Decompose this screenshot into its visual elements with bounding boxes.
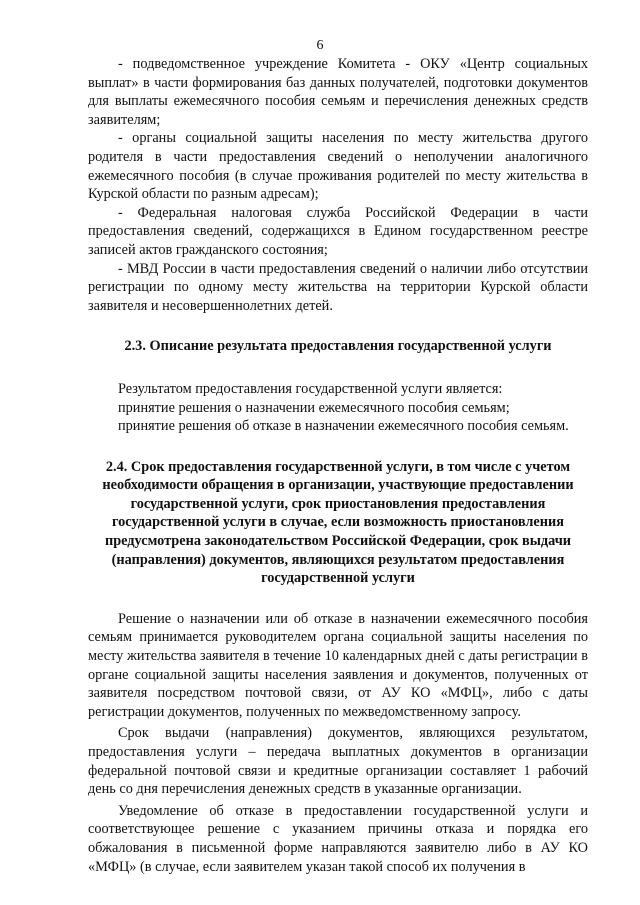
paragraph-result-refusal: принятие решения об отказе в назначении ежемесячного пособия семьям.	[118, 418, 569, 435]
spacer	[88, 588, 588, 610]
paragraph-social-protection: - органы социальной защиты населения по месту жительства другого родителя в части предоставления сведений о неполучении аналогичного ежемесячного пособия (в случае проживания родителей по месту жительства в Курской области по разным адресам);	[88, 130, 588, 203]
paragraph-result-intro: Результатом предоставления государственной услуги является:	[118, 380, 503, 397]
section-heading-2-4: 2.4. Срок предоставления государственной услуги, в том числе с учетом необходимости обращения в организации, участвующие предоставлении государственной услуги, срок приостановления предоставления государственной услуги в случае, если возможность приостановления предусмотрена законодательством Российской Федерации, срок выдачи (направления) документов, являющихся результатом предоставления государственной услуги	[102, 458, 574, 587]
page-number: 6	[316, 38, 324, 53]
spacer	[88, 315, 588, 337]
paragraph-tax-service: - Федеральная налоговая служба Российской Федерации в части предоставления сведений, содержащихся в Едином государственном реестре записей актов гражданского состояния;	[88, 204, 588, 258]
document-body	[88, 55, 588, 876]
section-heading-2-3: 2.3. Описание результата предоставления государственной услуги	[124, 338, 552, 355]
paragraph-result-grant: принятие решения о назначении ежемесячного пособия семьям;	[118, 399, 510, 416]
paragraph-refusal-notice: Уведомление об отказе в предоставлении государственной услуги и соответствующее решение с указанием причины отказа и порядка его обжалования в письменной форме направляются заявителю либо в АУ КО «МФЦ» (в случае, если заявителем указан такой способ их получения в	[88, 802, 588, 875]
paragraph-decision-term: Решение о назначении или об отказе в назначении ежемесячного пособия семьям принимается руководителем органа социальной защиты населения по месту жительства заявителя в течение 10 календарных дней с даты регистрации в органе социальной защиты населения заявления и документов, полученных от заявителя посредством почтовой связи, от АУ КО «МФЦ», либо с даты регистрации документов, полученных по межведомственному запросу.	[88, 610, 588, 720]
paragraph-ocu-center: - подведомственное учреждение Комитета - ОКУ «Центр социальных выплат» в части формирования баз данных получателей, подготовки документов для выплаты ежемесячного пособия семьям и перечисления денежных средств заявителям;	[88, 56, 588, 128]
paragraph-mvd: - МВД России в части предоставления сведений о наличии либо отсутствии регистрации по одному месту жительства на территории Курской области заявителя и несовершеннолетних детей.	[88, 260, 588, 314]
spacer	[88, 436, 588, 458]
paragraph-delivery-term: Срок выдачи (направления) документов, являющихся результатом, предоставления услуги – передача выплатных документов в организации федеральной почтовой связи и кредитные организации составляет 1 рабочий день со дня перечисления денежных средств в указанные организации.	[88, 725, 588, 798]
spacer	[88, 356, 588, 380]
